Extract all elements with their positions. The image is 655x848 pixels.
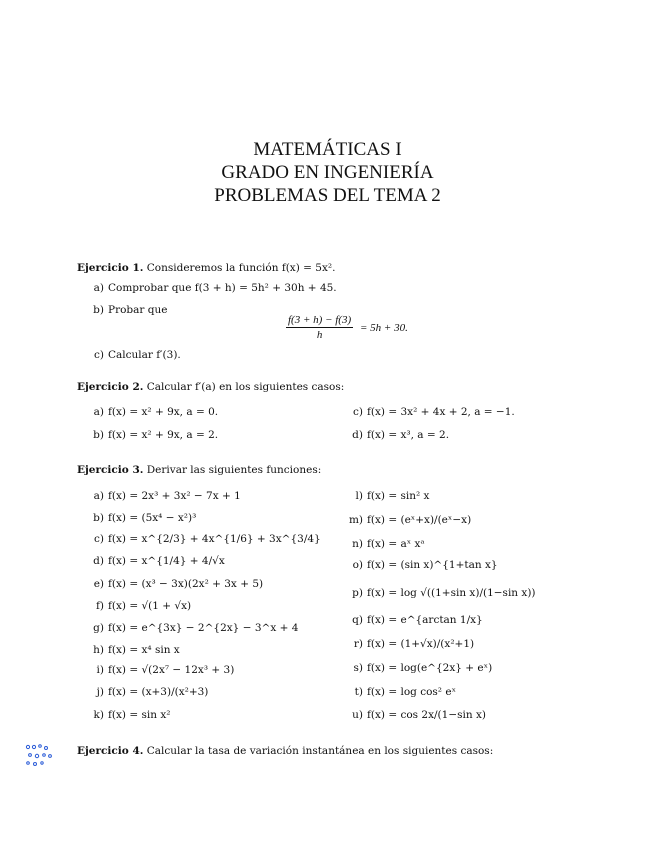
exercise-2-item-b: b) f(x) = x² + 9x, a = 2.	[93, 429, 219, 441]
exercise-4-label: Ejercicio 4.	[77, 745, 144, 757]
exercise-3-item-s: s) f(x) = log(e^{2x} + eˣ)	[353, 662, 493, 674]
title-line-1: MATEMÁTICAS I	[253, 139, 402, 160]
fraction-numerator: f(3 + h) − f(3)	[288, 314, 352, 326]
exercise-3-item-d: d) f(x) = x^{1/4} + 4/√x	[93, 555, 225, 567]
fraction-rhs: = 5h + 30.	[360, 322, 408, 334]
exercise-1-text: Consideremos la función f(x) = 5x².	[146, 262, 336, 274]
exercise-2-text: Calcular f′(a) en los siguientes casos:	[146, 381, 345, 393]
exercise-3-item-e: e) f(x) = (x³ − 3x)(2x² + 3x + 5)	[93, 578, 264, 590]
exercise-3-item-l: l) f(x) = sin² x	[355, 490, 430, 502]
exercise-1-item-b: b) Probar que	[93, 304, 168, 316]
exercise-3-item-r: r) f(x) = (1+√x)/(x²+1)	[353, 638, 475, 650]
margin-stamp-icon	[24, 742, 54, 768]
exercise-3-item-q: q) f(x) = e^{arctan 1/x}	[352, 614, 483, 626]
exercise-2-heading	[77, 380, 597, 394]
exercise-3-item-m: m) f(x) = (eˣ+x)/(eˣ−x)	[348, 514, 472, 526]
exercise-4-text: Calcular la tasa de variación instantánea en los siguientes casos:	[146, 745, 494, 757]
exercise-3-text: Derivar las siguientes funciones:	[146, 464, 322, 476]
exercise-4-heading	[77, 744, 597, 758]
exercise-3-item-p: p) f(x) = log √((1+sin x)/(1−sin x))	[352, 587, 536, 599]
exercise-3-item-j: j) f(x) = (x+3)/(x²+3)	[96, 686, 209, 698]
document-title	[0, 138, 655, 207]
exercise-3-item-a: a) f(x) = 2x³ + 3x² − 7x + 1	[93, 490, 241, 502]
exercise-1-item-a: a) Comprobar que f(3 + h) = 5h² + 30h + 45.	[93, 282, 337, 294]
title-line-3: PROBLEMAS DEL TEMA 2	[214, 185, 441, 206]
fraction-denominator: h	[316, 329, 323, 341]
exercise-1-label: Ejercicio 1.	[77, 262, 144, 274]
exercise-3-item-f: f) f(x) = √(1 + √x)	[96, 600, 192, 612]
exercise-3-item-n: n) f(x) = aˣ xᵃ	[352, 538, 425, 550]
exercise-2-item-a: a) f(x) = x² + 9x, a = 0.	[93, 406, 219, 418]
exercise-3-item-k: k) f(x) = sin x²	[93, 709, 171, 721]
exercise-3-item-b: b) f(x) = (5x⁴ − x²)³	[93, 512, 197, 524]
exercise-2-item-d: d) f(x) = x³, a = 2.	[352, 429, 450, 441]
exercise-3-item-t: t) f(x) = log cos² eˣ	[354, 686, 457, 698]
title-line-2: GRADO EN INGENIERÍA	[221, 162, 434, 183]
exercise-3-item-c: c) f(x) = x^{2/3} + 4x^{1/6} + 3x^{3/4}	[94, 533, 321, 545]
exercise-1-fraction	[286, 314, 353, 341]
exercise-2-item-c: c) f(x) = 3x² + 4x + 2, a = −1.	[353, 406, 515, 418]
exercise-3-item-o: o) f(x) = (sin x)^{1+tan x}	[352, 559, 498, 571]
exercise-1-item-c: c) Calcular f′(3).	[94, 349, 181, 361]
exercise-2-label: Ejercicio 2.	[77, 381, 144, 393]
exercise-3-item-i: i) f(x) = √(2x⁷ − 12x³ + 3)	[96, 664, 235, 676]
exercise-3-heading	[77, 463, 597, 477]
exercise-3-item-g: g) f(x) = e^{3x} − 2^{2x} − 3^x + 4	[93, 622, 299, 634]
exercise-3-label: Ejercicio 3.	[77, 464, 144, 476]
exercise-3-item-u: u) f(x) = cos 2x/(1−sin x)	[352, 709, 486, 721]
exercise-1-heading	[77, 261, 597, 275]
exercise-3-item-h: h) f(x) = x⁴ sin x	[93, 644, 180, 656]
